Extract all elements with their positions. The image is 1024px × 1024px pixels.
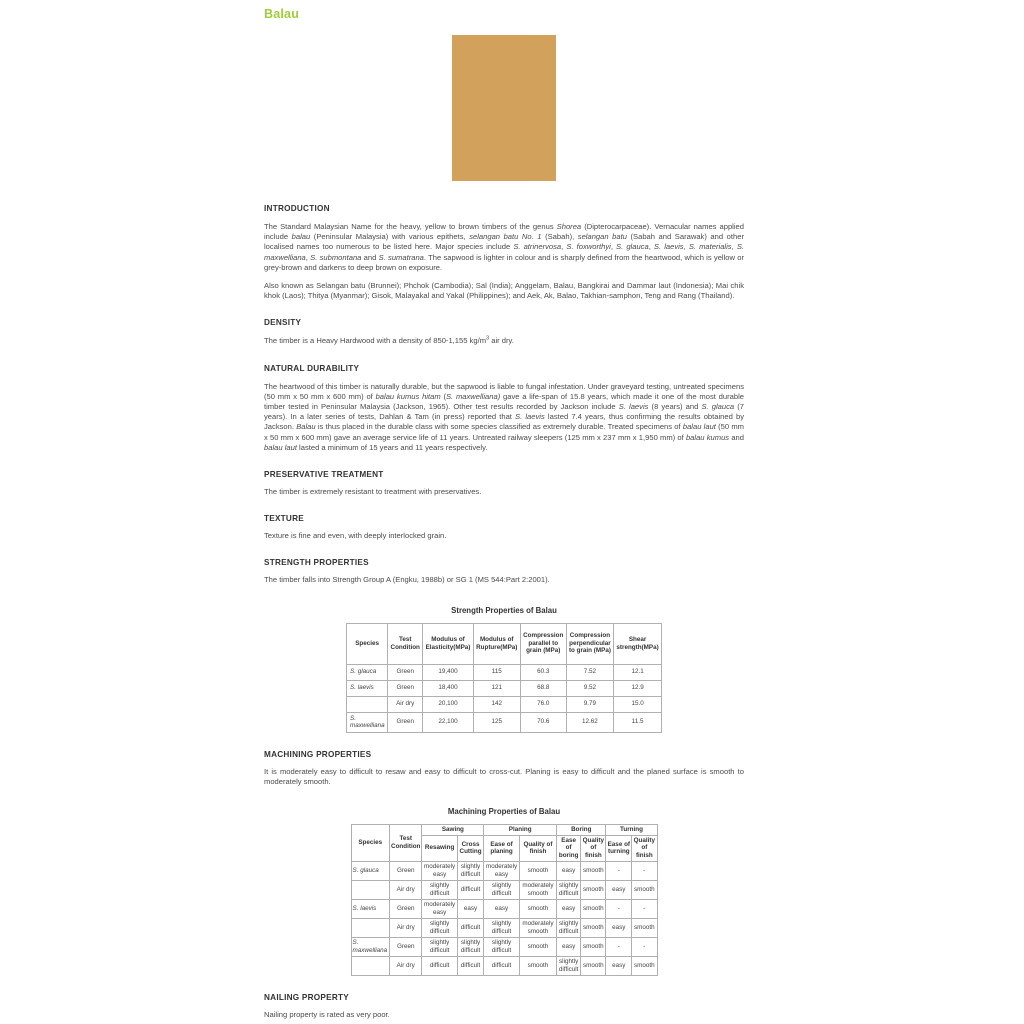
strength-cell-shear: 15.0 — [614, 696, 662, 712]
machining-cell-cross-cutting: difficult — [457, 880, 483, 899]
machining-header-quality-of-finish-boring: Quality of finish — [581, 835, 606, 861]
strength-properties-table — [346, 623, 662, 733]
strength-cell-comp-parallel: 70.6 — [520, 712, 566, 732]
section-heading-preservative-treatment: PRESERVATIVE TREATMENT — [264, 470, 384, 480]
strength-header-test-condition: Test Condition — [388, 623, 423, 664]
strength-cell-shear: 12.9 — [614, 680, 662, 696]
machining-cell-ease-planing: slightly difficult — [484, 880, 520, 899]
section-density — [264, 318, 744, 346]
machining-cell-species — [351, 956, 389, 975]
cubic-metre-superscript: 3 — [486, 335, 490, 342]
timber-sample-figure — [264, 35, 744, 186]
introduction-paragraph-2: Also known as Selangan batu (Brunnei); Phchok (Cambodia); Sal (India); Anggelam, Balau, Bangkirai and Dammar laut (Indonesia); Mai chik khok (Laos); Thitya (Myanmar); Gisok, Malayakal and Yakal (Philippines); and Aek, Ak, Balao, Takhian-samphon, Teng and Rang (Thailand). — [264, 281, 744, 301]
machining-cell-condition: Green — [389, 861, 422, 880]
strength-cell-shear: 12.1 — [614, 664, 662, 680]
machining-cell-ease-boring: slightly difficult — [557, 918, 581, 937]
machining-properties-table — [351, 824, 658, 975]
machining-header-quality-of-finish-turning: Quality of finish — [632, 835, 657, 861]
section-machining-properties — [264, 750, 744, 787]
nailing-property-paragraph: Nailing property is rated as very poor. — [264, 1009, 390, 1019]
section-preservative-treatment — [264, 470, 744, 497]
machining-cell-ease-turning: - — [606, 937, 632, 956]
strength-cell-species: S. laevis — [347, 680, 388, 696]
table-row — [351, 899, 657, 918]
section-texture — [264, 514, 744, 541]
strength-cell-mor: 142 — [473, 696, 520, 712]
strength-cell-condition: Green — [388, 680, 423, 696]
machining-cell-quality-turning: smooth — [632, 956, 657, 975]
section-heading-strength-properties: STRENGTH PROPERTIES — [264, 558, 369, 568]
machining-cell-quality-planing: smooth — [519, 956, 556, 975]
machining-properties-paragraph: It is moderately easy to difficult to resaw and easy to difficult to cross-cut. Planing is easy to difficult and the planed surface is smooth to moderately smooth. — [264, 766, 744, 787]
texture-paragraph: Texture is fine and even, with deeply interlocked grain. — [264, 531, 447, 541]
strength-cell-species — [347, 696, 388, 712]
table-header-row — [347, 623, 662, 664]
machining-header-ease-of-boring: Ease of boring — [557, 835, 581, 861]
machining-header-group-sawing: Sawing — [422, 825, 484, 836]
machining-cell-ease-planing: slightly difficult — [484, 918, 520, 937]
preservative-treatment-paragraph: The timber is extremely resistant to treatment with preservatives. — [264, 487, 482, 497]
machining-header-ease-of-turning: Ease of turning — [606, 835, 632, 861]
machining-cell-quality-planing: moderately smooth — [519, 880, 556, 899]
machining-cell-condition: Green — [389, 899, 422, 918]
machining-cell-quality-boring: smooth — [581, 918, 606, 937]
strength-cell-condition: Green — [388, 712, 423, 732]
strength-table-body — [347, 664, 662, 732]
strength-cell-condition: Green — [388, 664, 423, 680]
strength-cell-comp-perpendicular: 9.79 — [566, 696, 613, 712]
strength-cell-moe: 19,400 — [423, 664, 474, 680]
section-introduction — [264, 204, 744, 301]
strength-table-caption: Strength Properties of Balau — [451, 605, 557, 615]
machining-cell-quality-turning: - — [632, 861, 657, 880]
document-content-column — [264, 0, 744, 1020]
machining-header-resawing: Resawing — [422, 835, 457, 861]
strength-properties-paragraph: The timber falls into Strength Group A (Engku, 1988b) or SG 1 (MS 544:Part 2:2001). — [264, 575, 550, 585]
machining-cell-resawing: difficult — [422, 956, 457, 975]
machining-cell-quality-boring: smooth — [581, 956, 606, 975]
machining-cell-resawing: slightly difficult — [422, 918, 457, 937]
machining-cell-quality-turning: - — [632, 937, 657, 956]
machining-cell-condition: Air dry — [389, 956, 422, 975]
machining-cell-quality-turning: smooth — [632, 880, 657, 899]
strength-cell-species: S. maxwelliana — [347, 712, 388, 732]
strength-cell-mor: 121 — [473, 680, 520, 696]
section-heading-density: DENSITY — [264, 318, 302, 328]
machining-cell-cross-cutting: slightly difficult — [457, 861, 483, 880]
machining-header-group-turning: Turning — [606, 825, 657, 836]
section-heading-introduction: INTRODUCTION — [264, 204, 330, 213]
machining-cell-species: S. laevis — [351, 899, 389, 918]
machining-cell-quality-boring: smooth — [581, 899, 606, 918]
table-row — [351, 880, 657, 899]
machining-cell-ease-boring: easy — [557, 861, 581, 880]
density-paragraph: The timber is a Heavy Hardwood with a density of 850-1,155 $kg/m^3$ air dry. — [264, 335, 514, 346]
machining-header-quality-of-finish-planing: Quality of finish — [519, 835, 556, 861]
machining-cell-condition: Green — [389, 937, 422, 956]
machining-cell-quality-planing: smooth — [519, 937, 556, 956]
strength-cell-mor: 115 — [473, 664, 520, 680]
machining-cell-condition: Air dry — [389, 918, 422, 937]
table-row — [351, 861, 657, 880]
strength-header-compression-perpendicular: Compression perpendicular to grain (MPa) — [566, 623, 613, 664]
machining-header-ease-of-planing: Ease of planing — [484, 835, 520, 861]
machining-header-cross-cutting: Cross Cutting — [457, 835, 483, 861]
strength-cell-comp-parallel: 68.8 — [520, 680, 566, 696]
table-row — [351, 918, 657, 937]
machining-cell-quality-boring: smooth — [581, 880, 606, 899]
machining-cell-resawing: moderately easy — [422, 899, 457, 918]
machining-header-group-boring: Boring — [557, 825, 606, 836]
section-nailing-property — [264, 993, 744, 1020]
machining-cell-ease-boring: easy — [557, 899, 581, 918]
strength-cell-species: S. glauca — [347, 664, 388, 680]
machining-cell-resawing: slightly difficult — [422, 880, 457, 899]
machining-cell-species — [351, 918, 389, 937]
machining-cell-condition: Air dry — [389, 880, 422, 899]
strength-cell-comp-parallel: 76.0 — [520, 696, 566, 712]
strength-cell-comp-parallel: 60.3 — [520, 664, 566, 680]
machining-cell-ease-planing: difficult — [484, 956, 520, 975]
machining-cell-ease-turning: - — [606, 861, 632, 880]
machining-cell-ease-turning: easy — [606, 918, 632, 937]
machining-cell-ease-planing: moderately easy — [484, 861, 520, 880]
balau-timber-sample-image — [452, 35, 556, 181]
machining-cell-quality-planing: smooth — [519, 861, 556, 880]
strength-cell-moe: 22,100 — [423, 712, 474, 732]
section-heading-nailing-property: NAILING PROPERTY — [264, 992, 349, 1002]
strength-cell-moe: 20,100 — [423, 696, 474, 712]
machining-cell-species — [351, 880, 389, 899]
machining-table-caption: Machining Properties of Balau — [447, 807, 561, 817]
strength-header-modulus-rupture: Modulus of Rupture(MPa) — [473, 623, 520, 664]
strength-cell-condition: Air dry — [388, 696, 423, 712]
machining-header-group-planing: Planing — [484, 825, 557, 836]
machining-cell-ease-turning: easy — [606, 880, 632, 899]
table-row — [347, 696, 662, 712]
strength-cell-comp-perpendicular: 7.52 — [566, 664, 613, 680]
natural-durability-paragraph: The heartwood of this timber is naturally durable, but the sapwood is liable to fungal infestation. Under graveyard testing, untreated specimens (50 mm x 50 mm x 600 mm) of balau kumus hitam (S. maxwelliana) gave a life-span of 15.8 years, which made it one of the most durable timber tested in Peninsular Malaysia (Jackson, 1965). Other test results recorded by Jackson include S. laevis (8 years) and S. glauca (7 years). In a later series of tests, Dahlan & Tam (in press) reported that S. laevis lasted 7.4 years, thus confirming the results obtained by Jackson. Balau is thus placed in the durable class with some species classified as extremely durable. Treated specimens of balau laut (50 mm x 50 mm x 600 mm) gave an average service life of 11 years. Untreated railway sleepers (125 mm x 237 mm x 1,950 mm) of balau kumus and balau laut lasted a minimum of 15 years and 11 years respectively. — [264, 381, 745, 452]
strength-cell-mor: 125 — [473, 712, 520, 732]
machining-cell-cross-cutting: easy — [457, 899, 483, 918]
section-strength-properties — [264, 558, 744, 585]
strength-header-compression-parallel: Compression parallel to grain (MPa) — [520, 623, 566, 664]
machining-header-test-condition: Test Condition — [389, 825, 422, 861]
machining-table-header — [351, 825, 657, 861]
page-title: Balau — [264, 7, 300, 21]
machining-cell-ease-turning: - — [606, 899, 632, 918]
table-header-row-groups — [351, 825, 657, 836]
strength-cell-moe: 18,400 — [423, 680, 474, 696]
machining-cell-species: S. maxwelliana — [351, 937, 389, 956]
strength-cell-comp-perpendicular: 9.52 — [566, 680, 613, 696]
machining-cell-ease-planing: easy — [484, 899, 520, 918]
machining-header-species: Species — [351, 825, 389, 861]
machining-cell-quality-boring: smooth — [581, 861, 606, 880]
machining-cell-ease-turning: easy — [606, 956, 632, 975]
strength-header-modulus-elasticity: Modulus of Elasticity(MPa) — [423, 623, 474, 664]
strength-table-header — [347, 623, 662, 664]
table-row — [351, 956, 657, 975]
machining-cell-ease-planing: slightly difficult — [484, 937, 520, 956]
section-heading-texture: TEXTURE — [264, 514, 304, 524]
machining-cell-resawing: slightly difficult — [422, 937, 457, 956]
machining-cell-cross-cutting: slightly difficult — [457, 937, 483, 956]
section-heading-machining-properties: MACHINING PROPERTIES — [264, 749, 372, 759]
machining-cell-ease-boring: slightly difficult — [557, 880, 581, 899]
machining-cell-ease-boring: easy — [557, 937, 581, 956]
section-heading-natural-durability: NATURAL DURABILITY — [264, 363, 360, 373]
machining-cell-quality-planing: smooth — [519, 899, 556, 918]
strength-cell-shear: 11.5 — [614, 712, 662, 732]
table-row — [351, 937, 657, 956]
machining-cell-ease-boring: slightly difficult — [557, 956, 581, 975]
table-row — [347, 712, 662, 732]
table-row — [347, 664, 662, 680]
strength-cell-comp-perpendicular: 12.62 — [566, 712, 613, 732]
section-natural-durability — [264, 364, 744, 453]
machining-cell-quality-turning: smooth — [632, 918, 657, 937]
machining-cell-quality-boring: smooth — [581, 937, 606, 956]
machining-cell-species: S. glauca — [351, 861, 389, 880]
machining-cell-quality-turning: - — [632, 899, 657, 918]
machining-cell-cross-cutting: difficult — [457, 956, 483, 975]
machining-cell-quality-planing: moderately smooth — [519, 918, 556, 937]
machining-cell-cross-cutting: difficult — [457, 918, 483, 937]
table-row — [347, 680, 662, 696]
machining-cell-resawing: moderately easy — [422, 861, 457, 880]
introduction-paragraph-1: The Standard Malaysian Name for the heavy, yellow to brown timbers of the genus Shorea (Dipterocarpaceae). Vernacular names applied include balau (Peninsular Malaysia) with various epithets, selangan batu No. 1 (Sabah), selangan batu (Sabah and Sarawak) and other localised names too numerous to be listed here. Major species include S. atrinervosa, S. foxworthyi, S. glauca, S. laevis, S. materialis, S. maxwelliana, S. submontana and S. sumatrana. The sapwood is lighter in colour and is sharply defined from the heartwood, which is yellow or grey-brown and darkens to deep brown on exposure. — [264, 222, 745, 272]
strength-header-species: Species — [347, 623, 388, 664]
machining-table-body — [351, 861, 657, 975]
strength-header-shear-strength: Shear strength(MPa) — [614, 623, 662, 664]
